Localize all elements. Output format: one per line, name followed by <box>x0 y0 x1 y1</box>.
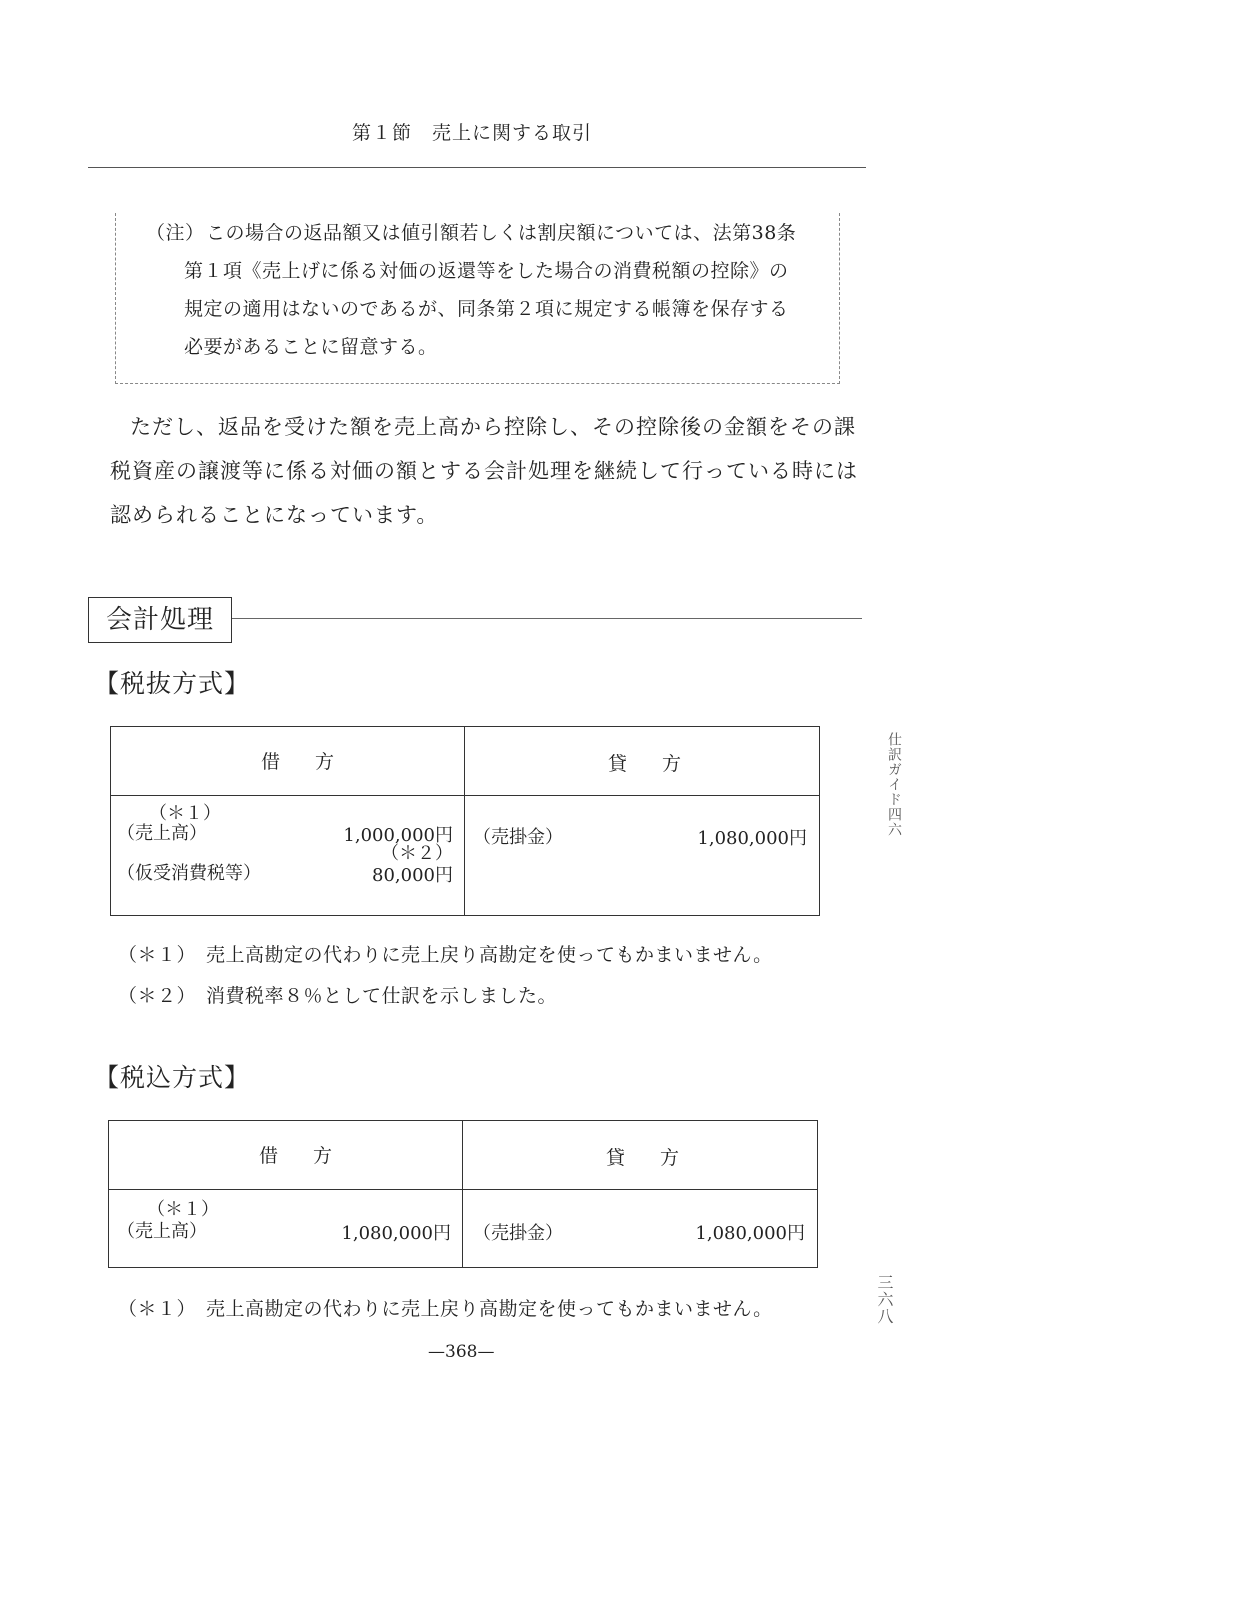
credit-amount: 1,080,000円 <box>697 828 807 849</box>
table-header-rule <box>111 795 819 796</box>
credit-header: 貸 方 <box>608 753 690 775</box>
page-number: —368— <box>428 1342 495 1362</box>
footnote: （＊２） 消費税率８％として仕訳を示しました。 <box>118 985 558 1007</box>
credit-header: 貸 方 <box>606 1147 688 1169</box>
paragraph-line: ただし、返品を受けた額を売上高から控除し、その控除後の金額をその課 <box>130 415 856 439</box>
debit-amount: 1,080,000円 <box>341 1223 451 1244</box>
debit-account: （仮受消費税等） <box>117 863 261 884</box>
journal-table-tax-excluded <box>110 726 820 916</box>
footnote-mark: （＊２） <box>381 843 453 864</box>
footnote: （＊１） 売上高勘定の代わりに売上戻り高勘定を使ってもかまいません。 <box>118 944 773 966</box>
table-divider <box>464 727 465 915</box>
note-line: 第１項《売上げに係る対価の返還等をした場合の消費税額の控除》の <box>184 260 789 282</box>
note-line: 規定の適用はないのであるが、同条第２項に規定する帳簿を保存する <box>184 298 789 320</box>
paragraph-line: 認められることになっています。 <box>110 503 439 527</box>
tax-included-heading: 【税込方式】 <box>94 1063 251 1092</box>
footnote-mark: （＊１） <box>147 1199 219 1220</box>
header-rule <box>88 167 866 168</box>
footnote: （＊１） 売上高勘定の代わりに売上戻り高勘定を使ってもかまいません。 <box>118 1298 773 1320</box>
side-guide-text: 仕訳ガイド四六 <box>886 732 902 837</box>
section-title: 会計処理 <box>88 597 232 643</box>
paragraph-line: 税資産の譲渡等に係る対価の額とする会計処理を継続して行っている時には <box>110 459 858 483</box>
credit-amount: 1,080,000円 <box>695 1223 805 1244</box>
debit-header: 借 方 <box>261 751 343 773</box>
journal-table-tax-included <box>108 1120 818 1268</box>
table-divider <box>462 1121 463 1267</box>
page-header-title: 第１節 売上に関する取引 <box>352 122 593 144</box>
table-header-rule <box>109 1189 817 1190</box>
footnote-mark: （＊１） <box>149 803 221 824</box>
debit-account: （売上高） <box>117 823 207 844</box>
section-rule <box>232 618 862 619</box>
credit-account: （売掛金） <box>473 1223 563 1244</box>
tax-excluded-heading: 【税抜方式】 <box>94 669 251 698</box>
side-page-kanji: 三六八 <box>875 1274 894 1325</box>
debit-amount: 1,000,000円 <box>343 825 453 846</box>
debit-account: （売上高） <box>117 1221 207 1242</box>
credit-account: （売掛金） <box>473 827 563 848</box>
note-line: 必要があることに留意する。 <box>184 336 438 358</box>
note-label: （注） <box>146 222 205 244</box>
debit-amount: 80,000円 <box>372 865 453 886</box>
debit-header: 借 方 <box>259 1145 341 1167</box>
note-line: この場合の返品額又は値引額若しくは割戻額については、法第38条 <box>206 222 797 244</box>
